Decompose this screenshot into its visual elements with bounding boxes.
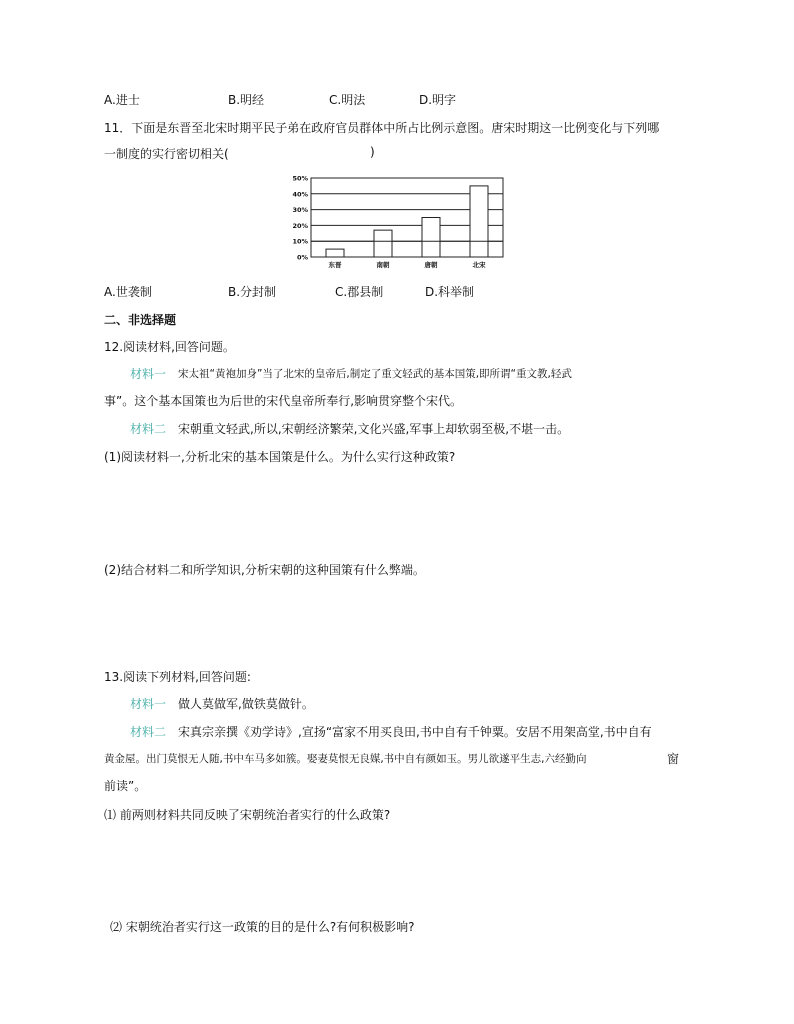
q11-stem-bracket: ) [370, 145, 375, 159]
y-tick-label: 40% [292, 190, 308, 199]
q12-material1-label: 材料一 [130, 367, 167, 381]
q13-material2-line1: 宋真宗亲撰《劝学诗》,宣扬“富家不用买良田,书中自有千钟粟。安居不用架高堂,书中自有 [178, 725, 652, 739]
y-tick-label: 50% [292, 174, 308, 183]
q12-material1-line1: 宋太祖“黄袍加身”当了北宋的皇帝后,制定了重文轻武的基本国策,即所谓“重文教,轻武 [178, 368, 572, 380]
y-tick-label: 0% [296, 253, 308, 262]
q11-stem-line2: 一制度的实行密切相关( [104, 147, 229, 161]
q13-material2-line3: 前读”。 [104, 779, 147, 793]
x-tick-label: 东晋 [328, 261, 342, 269]
q13-subquestion-1: ⑴ 前两则材料共同反映了宋朝统治者实行的什么政策? [104, 808, 391, 822]
q11-option-c: C.郡县制 [335, 285, 384, 299]
q13-subquestion-2: ⑵ 宋朝统治者实行这一政策的目的是什么?有何积极影响? [110, 920, 415, 934]
q13-material2-line2-end: 窗 [667, 752, 680, 766]
x-tick-label: 北宋 [472, 261, 486, 269]
q12-subquestion-2: (2)结合材料二和所学知识,分析宋朝的这种国策有什么弊端。 [104, 563, 425, 577]
x-tick-label: 唐朝 [424, 261, 438, 269]
q11-option-a: A.世袭制 [104, 285, 152, 299]
q11-option-b: B.分封制 [228, 285, 277, 299]
q11-option-d: D.科举制 [425, 285, 475, 299]
q13-stem: 13.阅读下列材料,回答问题: [104, 670, 251, 684]
q12-subquestion-1: (1)阅读材料一,分析北宋的基本国策是什么。为什么实行这种政策? [104, 450, 456, 464]
y-tick-label: 10% [292, 237, 308, 246]
q12-material2-label: 材料二 [130, 422, 167, 436]
bar [374, 230, 392, 257]
bar-chart [283, 168, 513, 274]
section-title: 二、非选择题 [104, 313, 177, 327]
q12-material1-line2: 事”。这个基本国策也为后世的宋代皇帝所奉行,影响贯穿整个宋代。 [104, 394, 463, 408]
q13-material1-label: 材料一 [130, 697, 167, 711]
q12-material2-text: 宋朝重文轻武,所以,宋朝经济繁荣,文化兴盛,军事上却软弱至极,不堪一击。 [178, 422, 570, 436]
q10-option-d: D.明字 [419, 93, 457, 107]
q12-stem: 12.阅读材料,回答问题。 [104, 340, 235, 354]
q11-stem-line1: 11．下面是东晋至北宋时期平民子弟在政府官员群体中所占比例示意图。唐宋时期这一比例变化与下列哪 [104, 121, 660, 135]
y-tick-label: 30% [292, 206, 308, 215]
bar [326, 249, 344, 257]
bar [470, 186, 488, 257]
q13-material2-line2: 黄金屋。出门莫恨无人随,书中车马多如簇。娶妻莫恨无良媒,书中自有颜如玉。男儿欲遂平生志,六经勤向 [104, 753, 587, 765]
x-tick-label: 南朝 [376, 261, 390, 269]
bar [422, 218, 440, 258]
q10-option-c: C.明法 [329, 93, 366, 107]
q10-option-b: B.明经 [228, 93, 265, 107]
q10-option-a: A.进士 [104, 93, 140, 107]
y-tick-label: 20% [292, 221, 308, 230]
q13-material2-label: 材料二 [130, 725, 167, 739]
q13-material1-text: 做人莫做军,做铁莫做针。 [178, 697, 314, 711]
